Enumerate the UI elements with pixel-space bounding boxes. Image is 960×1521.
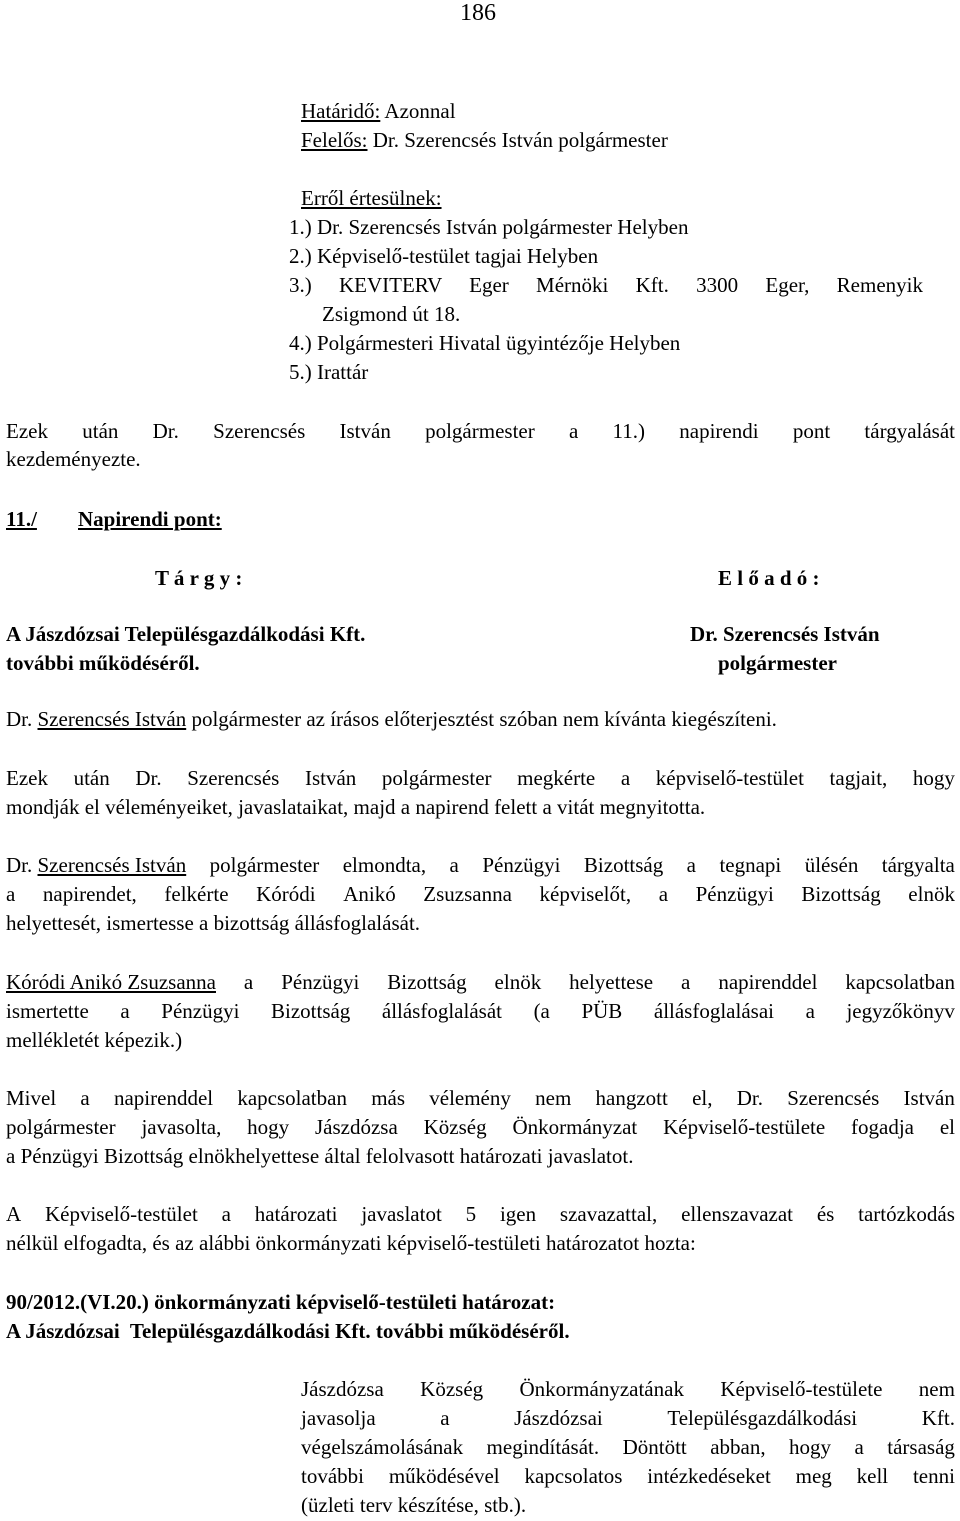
word: PÜB bbox=[581, 999, 623, 1023]
paragraph-4-line-1 bbox=[6, 970, 955, 995]
presenter-line: polgármester bbox=[718, 651, 837, 675]
word: abban, bbox=[710, 1435, 766, 1459]
paragraph-5-line-2 bbox=[6, 1115, 955, 1140]
word: Pénzügyi bbox=[281, 970, 360, 994]
deadline-line bbox=[301, 99, 456, 124]
word: elnök bbox=[494, 970, 542, 994]
paragraph-4-line-2 bbox=[6, 999, 955, 1024]
word: A bbox=[6, 1202, 22, 1226]
paragraph-3-line-3: helyettesét, ismertesse a bizottság állásfoglalását. bbox=[6, 911, 421, 935]
word: Anikó bbox=[343, 882, 396, 906]
word: Ezek bbox=[6, 766, 48, 790]
word: Kóródi bbox=[256, 882, 316, 906]
word: javasolja bbox=[301, 1406, 376, 1430]
resolution-title: 90/2012.(VI.20.) önkormányzati képviselő-testületi határozat: bbox=[6, 1290, 556, 1314]
word: javasolta, bbox=[141, 1115, 222, 1139]
prefix: Dr. bbox=[6, 853, 38, 877]
person-name: Kóródi Anikó Zsuzsanna bbox=[6, 970, 216, 994]
notified-item bbox=[289, 273, 955, 298]
person-name: Szerencsés István bbox=[37, 853, 187, 877]
word: a bbox=[449, 853, 459, 877]
word: nem bbox=[918, 1377, 955, 1401]
page-number: 186 bbox=[460, 0, 496, 26]
paragraph-3-line-1 bbox=[6, 853, 955, 878]
word: tárgyalását bbox=[864, 419, 955, 443]
word: polgármester bbox=[209, 853, 320, 877]
word: képviselőt, bbox=[539, 882, 632, 906]
paragraph-5-line-3: a Pénzügyi Bizottság elnökhelyettese által felolvasott határozati javaslatot. bbox=[6, 1144, 634, 1168]
subject-line: további működéséről. bbox=[6, 651, 200, 675]
word: Pénzügyi bbox=[482, 853, 561, 877]
word: intézkedéseket bbox=[647, 1464, 771, 1488]
word: helyettese bbox=[569, 970, 654, 994]
word: Dr. bbox=[736, 1086, 763, 1110]
word: a bbox=[854, 1435, 864, 1459]
word: Jászdózsa bbox=[301, 1377, 384, 1401]
responsible-value: Dr. Szerencsés István polgármester bbox=[367, 128, 668, 152]
notified-heading: Erről értesülnek: bbox=[301, 186, 442, 210]
word: ülésén bbox=[804, 853, 859, 877]
word: vélemény bbox=[429, 1086, 511, 1110]
word: hogy bbox=[912, 766, 955, 790]
word: Településgazdálkodási bbox=[667, 1406, 858, 1430]
word: Szerencsés bbox=[213, 419, 306, 443]
word: után bbox=[82, 419, 119, 443]
word: Képviselő-testület bbox=[44, 1202, 198, 1226]
resolution-subject: A Jászdózsai Településgazdálkodási Kft. további működéséről. bbox=[6, 1319, 570, 1343]
paragraph-2-line-1 bbox=[6, 766, 955, 791]
word: Képviselő-testülete bbox=[663, 1115, 826, 1139]
paragraph-1 bbox=[6, 707, 777, 732]
word: Bizottság bbox=[387, 970, 467, 994]
word: 5 bbox=[465, 1202, 477, 1226]
word: hogy bbox=[789, 1435, 832, 1459]
word: el bbox=[939, 1115, 955, 1139]
resolution-body-line-5: (üzleti terv készítése, stb.). bbox=[301, 1493, 527, 1517]
word: (a bbox=[533, 999, 550, 1023]
word: a bbox=[620, 766, 631, 790]
word: Község bbox=[420, 1377, 484, 1401]
word: más bbox=[371, 1086, 406, 1110]
agenda-number: 11./ bbox=[6, 507, 37, 531]
word: megkérte bbox=[517, 766, 596, 790]
word: polgármester bbox=[425, 419, 535, 443]
word: Kft. bbox=[921, 1406, 955, 1430]
word: Község bbox=[423, 1115, 487, 1139]
presenter-label: E l ő a d ó : bbox=[718, 566, 820, 590]
word: el, bbox=[692, 1086, 713, 1110]
word: Döntött bbox=[622, 1435, 687, 1459]
word: fogadja bbox=[851, 1115, 915, 1139]
word: meg bbox=[795, 1464, 832, 1488]
word: a bbox=[120, 999, 130, 1023]
word: és bbox=[816, 1202, 835, 1226]
name-group bbox=[6, 853, 186, 878]
word: tartózkodás bbox=[858, 1202, 955, 1226]
word: Bizottság bbox=[583, 853, 664, 877]
word: szavazattal, bbox=[559, 1202, 658, 1226]
word: napirendi bbox=[679, 419, 759, 443]
notified-item-continuation: Zsigmond út 18. bbox=[322, 302, 461, 326]
word: Jászdózsai bbox=[514, 1406, 603, 1430]
word: Pénzügyi bbox=[161, 999, 240, 1023]
word: jegyzőkönyv bbox=[846, 999, 955, 1023]
resolution-body-line-4 bbox=[301, 1464, 955, 1489]
paragraph-2-line-2: mondják el véleményeiket, javaslataikat, majd a napirend felett a vitát megnyitotta. bbox=[6, 795, 706, 819]
word: a bbox=[80, 1086, 90, 1110]
word: Képviselő-testülete bbox=[720, 1377, 883, 1401]
paragraph-6-line-1 bbox=[6, 1202, 955, 1227]
word: a bbox=[6, 882, 16, 906]
word: határozati bbox=[254, 1202, 338, 1226]
word: napirenddel bbox=[718, 970, 818, 994]
notified-item: 5.) Irattár bbox=[289, 360, 369, 384]
word: kapcsolatban bbox=[237, 1086, 347, 1110]
word: István bbox=[339, 419, 391, 443]
deadline-value: Azonnal bbox=[380, 99, 456, 123]
word: polgármester bbox=[381, 766, 492, 790]
word: állásfoglalását bbox=[381, 999, 502, 1023]
word: István bbox=[903, 1086, 955, 1110]
word: Dr. bbox=[135, 766, 162, 790]
word: a bbox=[221, 1202, 231, 1226]
word: tagjait, bbox=[829, 766, 888, 790]
word: a bbox=[805, 999, 815, 1023]
word: ellenszavazat bbox=[681, 1202, 793, 1226]
word: tárgyalta bbox=[881, 853, 955, 877]
intro-line-2: kezdeményezte. bbox=[6, 447, 141, 471]
word: Dr. bbox=[152, 419, 179, 443]
word: állásfoglalásai bbox=[653, 999, 774, 1023]
word: Önkormányzatának bbox=[519, 1377, 684, 1401]
word: működésével bbox=[388, 1464, 500, 1488]
paragraph-6-line-2: nélkül elfogadta, és az alábbi önkormányzati képviselő-testületi határozatot hozta: bbox=[6, 1231, 696, 1255]
word: hangzott bbox=[595, 1086, 668, 1110]
agenda-label: Napirendi pont: bbox=[78, 507, 222, 531]
paragraph-3-line-2 bbox=[6, 882, 955, 907]
word: hogy bbox=[247, 1115, 290, 1139]
notified-item: 1.) Dr. Szerencsés István polgármester Helyben bbox=[289, 215, 689, 239]
word: Szerencsés bbox=[787, 1086, 880, 1110]
word: kapcsolatos bbox=[524, 1464, 623, 1488]
word: Bizottság bbox=[801, 882, 881, 906]
word: Mivel bbox=[6, 1086, 57, 1110]
word: ismertette bbox=[6, 999, 89, 1023]
rest: polgármester az írásos előterjesztést szóban nem kívánta kiegészíteni. bbox=[186, 707, 777, 731]
notified-item-text: 3.) KEVITERV Eger Mérnöki Kft. 3300 Eger, Remenyik bbox=[289, 273, 923, 297]
word: a bbox=[440, 1406, 450, 1430]
word: a bbox=[243, 970, 254, 994]
presenter-line: Dr. Szerencsés István bbox=[690, 622, 880, 646]
word: tenni bbox=[912, 1464, 955, 1488]
deadline-label: Határidő: bbox=[301, 99, 381, 123]
word: Ezek bbox=[6, 419, 48, 443]
word: a bbox=[686, 853, 696, 877]
word: kapcsolatban bbox=[845, 970, 955, 994]
word: javaslatot bbox=[361, 1202, 442, 1226]
word: Önkormányzat bbox=[512, 1115, 638, 1139]
word: a bbox=[658, 882, 669, 906]
word: további bbox=[301, 1464, 364, 1488]
word: polgármester bbox=[6, 1115, 116, 1139]
word: Zsuzsanna bbox=[423, 882, 512, 906]
word: Jászdózsa bbox=[315, 1115, 398, 1139]
subject-label: T á r g y : bbox=[155, 566, 243, 590]
word: igen bbox=[499, 1202, 537, 1226]
word: 11.) bbox=[612, 419, 646, 443]
word: István bbox=[304, 766, 357, 790]
word: megindítását. bbox=[486, 1435, 600, 1459]
word: nem bbox=[535, 1086, 572, 1110]
word: után bbox=[73, 766, 110, 790]
notified-item: 4.) Polgármesteri Hivatal ügyintézője Helyben bbox=[289, 331, 681, 355]
word: Bizottság bbox=[270, 999, 351, 1023]
word: napirendet, bbox=[42, 882, 137, 906]
word: a bbox=[681, 970, 691, 994]
subject-line: A Jászdózsai Településgazdálkodási Kft. bbox=[6, 622, 366, 646]
word: kell bbox=[856, 1464, 889, 1488]
word: napirenddel bbox=[113, 1086, 214, 1110]
notified-item: 2.) Képviselő-testület tagjai Helyben bbox=[289, 244, 599, 268]
word: elnök bbox=[908, 882, 955, 906]
word: pont bbox=[792, 419, 831, 443]
word: tegnapi bbox=[719, 853, 782, 877]
responsible-label: Felelős: bbox=[301, 128, 368, 152]
word: a bbox=[568, 419, 579, 443]
resolution-body-line-2 bbox=[301, 1406, 955, 1431]
responsible-line bbox=[301, 128, 668, 153]
prefix: Dr. bbox=[6, 707, 38, 731]
paragraph-5-line-1 bbox=[6, 1086, 955, 1111]
word: Pénzügyi bbox=[695, 882, 774, 906]
intro-line-1 bbox=[6, 419, 955, 444]
word: képviselő-testület bbox=[655, 766, 804, 790]
word: felkérte bbox=[164, 882, 229, 906]
word: végelszámolásának bbox=[301, 1435, 464, 1459]
resolution-body-line-3 bbox=[301, 1435, 955, 1460]
paragraph-4-line-3: mellékletét képezik.) bbox=[6, 1028, 183, 1052]
person-name: Szerencsés István bbox=[37, 707, 187, 731]
word: Szerencsés bbox=[187, 766, 280, 790]
word: társaság bbox=[887, 1435, 955, 1459]
resolution-body-line-1 bbox=[301, 1377, 955, 1402]
word: elmondta, bbox=[342, 853, 427, 877]
